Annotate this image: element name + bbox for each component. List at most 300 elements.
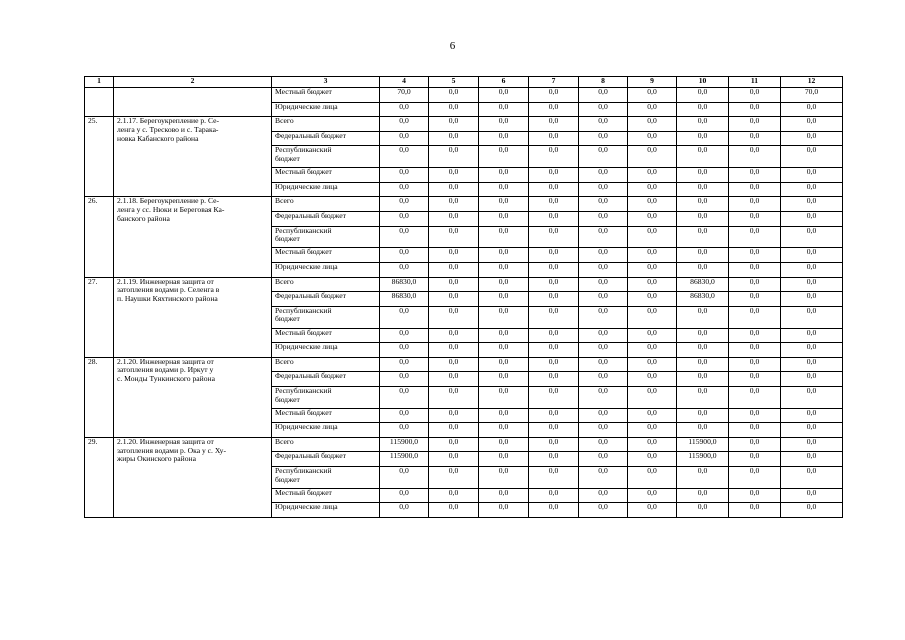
table-cell: 0,0 xyxy=(479,386,529,408)
table-cell: 0,0 xyxy=(529,306,579,328)
table-cell: 0,0 xyxy=(729,488,781,503)
table-cell: 0,0 xyxy=(628,277,677,292)
row-number xyxy=(85,88,114,117)
funding-source: Всего xyxy=(272,197,380,212)
table-cell: 0,0 xyxy=(628,306,677,328)
row-number: 26. xyxy=(85,197,114,277)
table-cell: 0,0 xyxy=(529,328,579,343)
table-cell: 0,0 xyxy=(380,357,429,372)
table-cell: 0,0 xyxy=(380,146,429,168)
funding-source: Местный бюджет xyxy=(272,328,380,343)
table-cell: 0,0 xyxy=(781,386,843,408)
table-cell: 86830,0 xyxy=(677,292,729,307)
table-cell: 0,0 xyxy=(380,328,429,343)
table-cell: 115900,0 xyxy=(380,452,429,467)
table-cell: 0,0 xyxy=(729,328,781,343)
table-cell: 0,0 xyxy=(729,277,781,292)
table-cell: 0,0 xyxy=(781,131,843,146)
column-header: 5 xyxy=(429,77,479,88)
table-cell: 0,0 xyxy=(628,102,677,117)
funding-source: Юридические лица xyxy=(272,343,380,358)
table-cell: 0,0 xyxy=(781,168,843,183)
table-cell: 0,0 xyxy=(729,467,781,489)
table-cell: 0,0 xyxy=(479,262,529,277)
table-cell: 0,0 xyxy=(677,102,729,117)
funding-source: Местный бюджет xyxy=(272,248,380,263)
table-cell: 0,0 xyxy=(781,488,843,503)
table-cell: 0,0 xyxy=(677,226,729,248)
table-cell: 0,0 xyxy=(628,146,677,168)
table-cell: 0,0 xyxy=(380,102,429,117)
table-cell: 0,0 xyxy=(429,488,479,503)
table-cell: 0,0 xyxy=(628,248,677,263)
table-cell: 0,0 xyxy=(729,343,781,358)
table-cell: 0,0 xyxy=(781,328,843,343)
column-header: 7 xyxy=(529,77,579,88)
table-cell: 0,0 xyxy=(729,197,781,212)
table-cell: 0,0 xyxy=(781,292,843,307)
table-cell: 0,0 xyxy=(628,328,677,343)
table-cell: 0,0 xyxy=(429,211,479,226)
column-header: 3 xyxy=(272,77,380,88)
table-cell: 0,0 xyxy=(677,262,729,277)
table-cell: 0,0 xyxy=(677,146,729,168)
table-cell: 0,0 xyxy=(729,437,781,452)
page-number: 6 xyxy=(449,40,456,52)
table-cell: 0,0 xyxy=(429,131,479,146)
table-cell: 0,0 xyxy=(380,226,429,248)
table-cell: 0,0 xyxy=(380,262,429,277)
table-cell: 0,0 xyxy=(380,343,429,358)
table-cell: 0,0 xyxy=(529,248,579,263)
table-cell: 0,0 xyxy=(429,467,479,489)
table-cell: 0,0 xyxy=(429,452,479,467)
table-cell: 0,0 xyxy=(479,182,529,197)
funding-source: Местный бюджет xyxy=(272,88,380,103)
table-cell: 0,0 xyxy=(677,343,729,358)
table-cell: 0,0 xyxy=(628,343,677,358)
table-cell: 0,0 xyxy=(781,503,843,518)
funding-source: Республиканский бюджет xyxy=(272,146,380,168)
table-cell: 0,0 xyxy=(579,503,628,518)
table-cell: 0,0 xyxy=(529,88,579,103)
measure-name: 2.1.20. Инженерная защита от затопления водами р. Иркут у с. Монды Тункинского района xyxy=(114,357,272,437)
table-cell: 0,0 xyxy=(677,503,729,518)
table-cell: 0,0 xyxy=(429,248,479,263)
table-cell: 0,0 xyxy=(380,306,429,328)
table-cell: 0,0 xyxy=(529,423,579,438)
table-cell: 0,0 xyxy=(429,357,479,372)
table-cell: 0,0 xyxy=(529,467,579,489)
table-cell: 0,0 xyxy=(729,306,781,328)
table-cell: 0,0 xyxy=(479,117,529,132)
table-cell: 0,0 xyxy=(677,488,729,503)
table-cell: 0,0 xyxy=(529,131,579,146)
funding-source: Юридические лица xyxy=(272,182,380,197)
table-cell: 0,0 xyxy=(628,488,677,503)
table-cell: 0,0 xyxy=(628,503,677,518)
table-cell: 0,0 xyxy=(579,262,628,277)
table-cell: 0,0 xyxy=(380,488,429,503)
funding-source: Республиканский бюджет xyxy=(272,306,380,328)
table-cell: 0,0 xyxy=(628,168,677,183)
table-cell: 0,0 xyxy=(677,357,729,372)
measure-name: 2.1.17. Берегоукрепление р. Се- ленга у с. Тресково и с. Тарака- новка Кабанского района xyxy=(114,117,272,197)
table-cell: 0,0 xyxy=(429,182,479,197)
table-cell: 0,0 xyxy=(479,452,529,467)
table-cell: 0,0 xyxy=(429,386,479,408)
table-cell: 0,0 xyxy=(628,423,677,438)
table-cell: 0,0 xyxy=(380,117,429,132)
table-cell: 0,0 xyxy=(579,292,628,307)
table-cell: 0,0 xyxy=(579,372,628,387)
table-row xyxy=(85,88,843,103)
table-cell: 0,0 xyxy=(579,277,628,292)
table-cell: 0,0 xyxy=(677,386,729,408)
table-row xyxy=(85,197,843,212)
table-cell: 0,0 xyxy=(529,372,579,387)
table-cell: 0,0 xyxy=(781,262,843,277)
table-cell: 0,0 xyxy=(479,168,529,183)
table-cell: 0,0 xyxy=(677,372,729,387)
table-cell: 0,0 xyxy=(729,226,781,248)
table-cell: 0,0 xyxy=(380,372,429,387)
table-cell: 0,0 xyxy=(729,357,781,372)
table-cell: 0,0 xyxy=(529,357,579,372)
row-number: 29. xyxy=(85,437,114,517)
measure-name: 2.1.20. Инженерная защита от затопления водами р. Ока у с. Ху- жиры Окинского района xyxy=(114,437,272,517)
column-header: 12 xyxy=(781,77,843,88)
table-cell: 0,0 xyxy=(729,131,781,146)
funding-source: Федеральный бюджет xyxy=(272,452,380,467)
table-cell: 0,0 xyxy=(781,437,843,452)
table-cell: 0,0 xyxy=(380,423,429,438)
table-cell: 0,0 xyxy=(677,408,729,423)
row-number: 28. xyxy=(85,357,114,437)
table-cell: 0,0 xyxy=(380,408,429,423)
table-cell: 0,0 xyxy=(677,423,729,438)
table-cell: 0,0 xyxy=(479,437,529,452)
table-row xyxy=(85,117,843,132)
table-cell: 0,0 xyxy=(781,452,843,467)
table-cell: 115900,0 xyxy=(677,437,729,452)
table-cell: 0,0 xyxy=(677,182,729,197)
row-number: 27. xyxy=(85,277,114,357)
table-cell: 70,0 xyxy=(380,88,429,103)
table-row xyxy=(85,437,843,452)
table-cell: 0,0 xyxy=(677,248,729,263)
table-cell: 0,0 xyxy=(529,182,579,197)
table-cell: 0,0 xyxy=(781,226,843,248)
table-cell: 0,0 xyxy=(579,306,628,328)
table-cell: 0,0 xyxy=(529,488,579,503)
table-cell: 0,0 xyxy=(781,197,843,212)
table-cell: 0,0 xyxy=(529,168,579,183)
table-cell: 0,0 xyxy=(429,343,479,358)
funding-source: Местный бюджет xyxy=(272,168,380,183)
table-cell: 0,0 xyxy=(479,292,529,307)
table-cell: 0,0 xyxy=(479,467,529,489)
table-cell: 0,0 xyxy=(479,248,529,263)
table-cell: 0,0 xyxy=(380,168,429,183)
table-cell: 0,0 xyxy=(579,328,628,343)
table-cell: 0,0 xyxy=(579,437,628,452)
measure-name xyxy=(114,88,272,117)
table-cell: 0,0 xyxy=(781,182,843,197)
table-cell: 0,0 xyxy=(628,197,677,212)
table-cell: 0,0 xyxy=(628,467,677,489)
table-cell: 0,0 xyxy=(479,102,529,117)
table-cell: 0,0 xyxy=(529,292,579,307)
funding-source: Республиканский бюджет xyxy=(272,386,380,408)
table-cell: 0,0 xyxy=(429,503,479,518)
table-cell: 0,0 xyxy=(579,226,628,248)
table-cell: 0,0 xyxy=(579,182,628,197)
table-cell: 86830,0 xyxy=(380,292,429,307)
funding-source: Федеральный бюджет xyxy=(272,211,380,226)
table-cell: 0,0 xyxy=(479,503,529,518)
table-cell: 0,0 xyxy=(677,88,729,103)
table-cell: 0,0 xyxy=(729,168,781,183)
table-cell: 0,0 xyxy=(429,306,479,328)
funding-source: Республиканский бюджет xyxy=(272,226,380,248)
column-header: 2 xyxy=(114,77,272,88)
funding-source: Местный бюджет xyxy=(272,408,380,423)
table-cell: 0,0 xyxy=(628,452,677,467)
table-cell: 0,0 xyxy=(677,306,729,328)
table-cell: 0,0 xyxy=(380,211,429,226)
table-cell: 0,0 xyxy=(729,117,781,132)
table-cell: 0,0 xyxy=(781,372,843,387)
table-cell: 0,0 xyxy=(729,386,781,408)
table-cell: 0,0 xyxy=(781,146,843,168)
table-cell: 0,0 xyxy=(579,488,628,503)
funding-source: Федеральный бюджет xyxy=(272,292,380,307)
table-cell: 0,0 xyxy=(579,211,628,226)
table-cell: 0,0 xyxy=(479,146,529,168)
table-cell: 0,0 xyxy=(479,131,529,146)
table-cell: 0,0 xyxy=(479,343,529,358)
table-cell: 0,0 xyxy=(628,437,677,452)
table-cell: 0,0 xyxy=(529,503,579,518)
funding-source: Федеральный бюджет xyxy=(272,372,380,387)
budget-table xyxy=(84,76,843,518)
table-row xyxy=(85,277,843,292)
table-cell: 0,0 xyxy=(529,343,579,358)
funding-source: Юридические лица xyxy=(272,102,380,117)
table-cell: 0,0 xyxy=(781,277,843,292)
table-cell: 0,0 xyxy=(479,423,529,438)
table-cell: 0,0 xyxy=(429,262,479,277)
table-cell: 0,0 xyxy=(628,211,677,226)
table-cell: 0,0 xyxy=(529,226,579,248)
table-row xyxy=(85,357,843,372)
table-cell: 0,0 xyxy=(479,88,529,103)
table-cell: 0,0 xyxy=(579,102,628,117)
table-cell: 0,0 xyxy=(729,262,781,277)
table-cell: 0,0 xyxy=(529,386,579,408)
table-cell: 0,0 xyxy=(529,277,579,292)
table-cell: 0,0 xyxy=(628,357,677,372)
row-number: 25. xyxy=(85,117,114,197)
funding-source: Юридические лица xyxy=(272,503,380,518)
table-cell: 0,0 xyxy=(677,328,729,343)
table-cell: 0,0 xyxy=(429,408,479,423)
table-cell: 0,0 xyxy=(529,452,579,467)
column-header: 9 xyxy=(628,77,677,88)
table-cell: 0,0 xyxy=(579,423,628,438)
table-cell: 0,0 xyxy=(429,437,479,452)
column-header: 1 xyxy=(85,77,114,88)
table-cell: 0,0 xyxy=(479,408,529,423)
table-cell: 0,0 xyxy=(729,372,781,387)
table-cell: 0,0 xyxy=(579,467,628,489)
table-cell: 0,0 xyxy=(529,102,579,117)
table-cell: 115900,0 xyxy=(380,437,429,452)
table-cell: 0,0 xyxy=(579,131,628,146)
table-cell: 0,0 xyxy=(579,168,628,183)
table-cell: 0,0 xyxy=(529,197,579,212)
table-cell: 0,0 xyxy=(579,408,628,423)
table-cell: 0,0 xyxy=(479,488,529,503)
table-cell: 0,0 xyxy=(579,117,628,132)
table-cell: 0,0 xyxy=(380,248,429,263)
table-cell: 0,0 xyxy=(479,357,529,372)
table-cell: 70,0 xyxy=(781,88,843,103)
table-cell: 0,0 xyxy=(729,211,781,226)
table-cell: 0,0 xyxy=(429,88,479,103)
table-cell: 0,0 xyxy=(781,117,843,132)
column-header: 10 xyxy=(677,77,729,88)
column-header: 6 xyxy=(479,77,529,88)
table-cell: 0,0 xyxy=(479,226,529,248)
table-cell: 0,0 xyxy=(429,146,479,168)
table-cell: 0,0 xyxy=(579,197,628,212)
table-cell: 0,0 xyxy=(429,277,479,292)
table-cell: 0,0 xyxy=(729,292,781,307)
table-cell: 0,0 xyxy=(628,117,677,132)
funding-source: Всего xyxy=(272,437,380,452)
table-cell: 0,0 xyxy=(781,248,843,263)
table-cell: 0,0 xyxy=(380,503,429,518)
table-cell: 0,0 xyxy=(729,452,781,467)
table-cell: 0,0 xyxy=(479,328,529,343)
table-cell: 0,0 xyxy=(628,386,677,408)
table-cell: 0,0 xyxy=(529,211,579,226)
column-header: 4 xyxy=(380,77,429,88)
table-cell: 0,0 xyxy=(579,386,628,408)
table-cell: 0,0 xyxy=(479,306,529,328)
table-cell: 0,0 xyxy=(579,88,628,103)
table-cell: 0,0 xyxy=(729,248,781,263)
table-cell: 0,0 xyxy=(429,117,479,132)
table-cell: 0,0 xyxy=(579,357,628,372)
table-cell: 0,0 xyxy=(628,262,677,277)
table-cell: 0,0 xyxy=(628,182,677,197)
table-cell: 0,0 xyxy=(429,328,479,343)
measure-name: 2.1.19. Инженерная защита от затопления водами р. Селенга в п. Наушки Кяхтинского района xyxy=(114,277,272,357)
table-cell: 0,0 xyxy=(479,211,529,226)
table-cell: 0,0 xyxy=(677,168,729,183)
table-cell: 0,0 xyxy=(781,211,843,226)
table-cell: 0,0 xyxy=(628,372,677,387)
table-cell: 0,0 xyxy=(729,182,781,197)
table-cell: 0,0 xyxy=(429,168,479,183)
column-header: 8 xyxy=(579,77,628,88)
table-cell: 0,0 xyxy=(677,467,729,489)
table-cell: 0,0 xyxy=(781,343,843,358)
header-row xyxy=(85,77,843,88)
table-cell: 0,0 xyxy=(729,102,781,117)
table-cell: 0,0 xyxy=(380,386,429,408)
funding-source: Всего xyxy=(272,277,380,292)
table-cell: 86830,0 xyxy=(677,277,729,292)
table-cell: 0,0 xyxy=(781,357,843,372)
table-cell: 0,0 xyxy=(729,503,781,518)
table-cell: 0,0 xyxy=(579,343,628,358)
table-cell: 0,0 xyxy=(729,88,781,103)
table-cell: 0,0 xyxy=(729,423,781,438)
table-cell: 0,0 xyxy=(380,467,429,489)
funding-source: Юридические лица xyxy=(272,262,380,277)
table-cell: 0,0 xyxy=(479,372,529,387)
table-cell: 0,0 xyxy=(579,452,628,467)
table-cell: 0,0 xyxy=(579,248,628,263)
table-cell: 0,0 xyxy=(529,146,579,168)
table-cell: 0,0 xyxy=(729,408,781,423)
table-cell: 0,0 xyxy=(380,182,429,197)
table-cell: 0,0 xyxy=(781,467,843,489)
table-cell: 0,0 xyxy=(677,211,729,226)
table-cell: 0,0 xyxy=(628,408,677,423)
funding-source: Всего xyxy=(272,357,380,372)
funding-source: Юридические лица xyxy=(272,423,380,438)
table-cell: 0,0 xyxy=(781,423,843,438)
table-cell: 0,0 xyxy=(628,131,677,146)
table-cell: 0,0 xyxy=(429,292,479,307)
table-cell: 86830,0 xyxy=(380,277,429,292)
table-cell: 0,0 xyxy=(429,372,479,387)
measure-name: 2.1.18. Берегоукрепление р. Се- ленга у сс. Нюки и Береговая Ка- банского района xyxy=(114,197,272,277)
table-cell: 0,0 xyxy=(781,408,843,423)
table-cell: 0,0 xyxy=(628,88,677,103)
table-cell: 0,0 xyxy=(677,117,729,132)
funding-source: Местный бюджет xyxy=(272,488,380,503)
table-cell: 0,0 xyxy=(479,197,529,212)
table-cell: 0,0 xyxy=(529,262,579,277)
table-cell: 0,0 xyxy=(529,437,579,452)
table-cell: 0,0 xyxy=(579,146,628,168)
table-cell: 0,0 xyxy=(429,197,479,212)
table-cell: 0,0 xyxy=(781,306,843,328)
table-cell: 0,0 xyxy=(429,423,479,438)
table-cell: 0,0 xyxy=(529,117,579,132)
table-cell: 0,0 xyxy=(677,197,729,212)
table-cell: 115900,0 xyxy=(677,452,729,467)
table-cell: 0,0 xyxy=(479,277,529,292)
funding-source: Республиканский бюджет xyxy=(272,467,380,489)
table-cell: 0,0 xyxy=(781,102,843,117)
table-cell: 0,0 xyxy=(729,146,781,168)
table-cell: 0,0 xyxy=(380,131,429,146)
table-cell: 0,0 xyxy=(429,226,479,248)
funding-source: Федеральный бюджет xyxy=(272,131,380,146)
table-cell: 0,0 xyxy=(628,292,677,307)
table-cell: 0,0 xyxy=(429,102,479,117)
column-header: 11 xyxy=(729,77,781,88)
table-cell: 0,0 xyxy=(628,226,677,248)
funding-source: Всего xyxy=(272,117,380,132)
